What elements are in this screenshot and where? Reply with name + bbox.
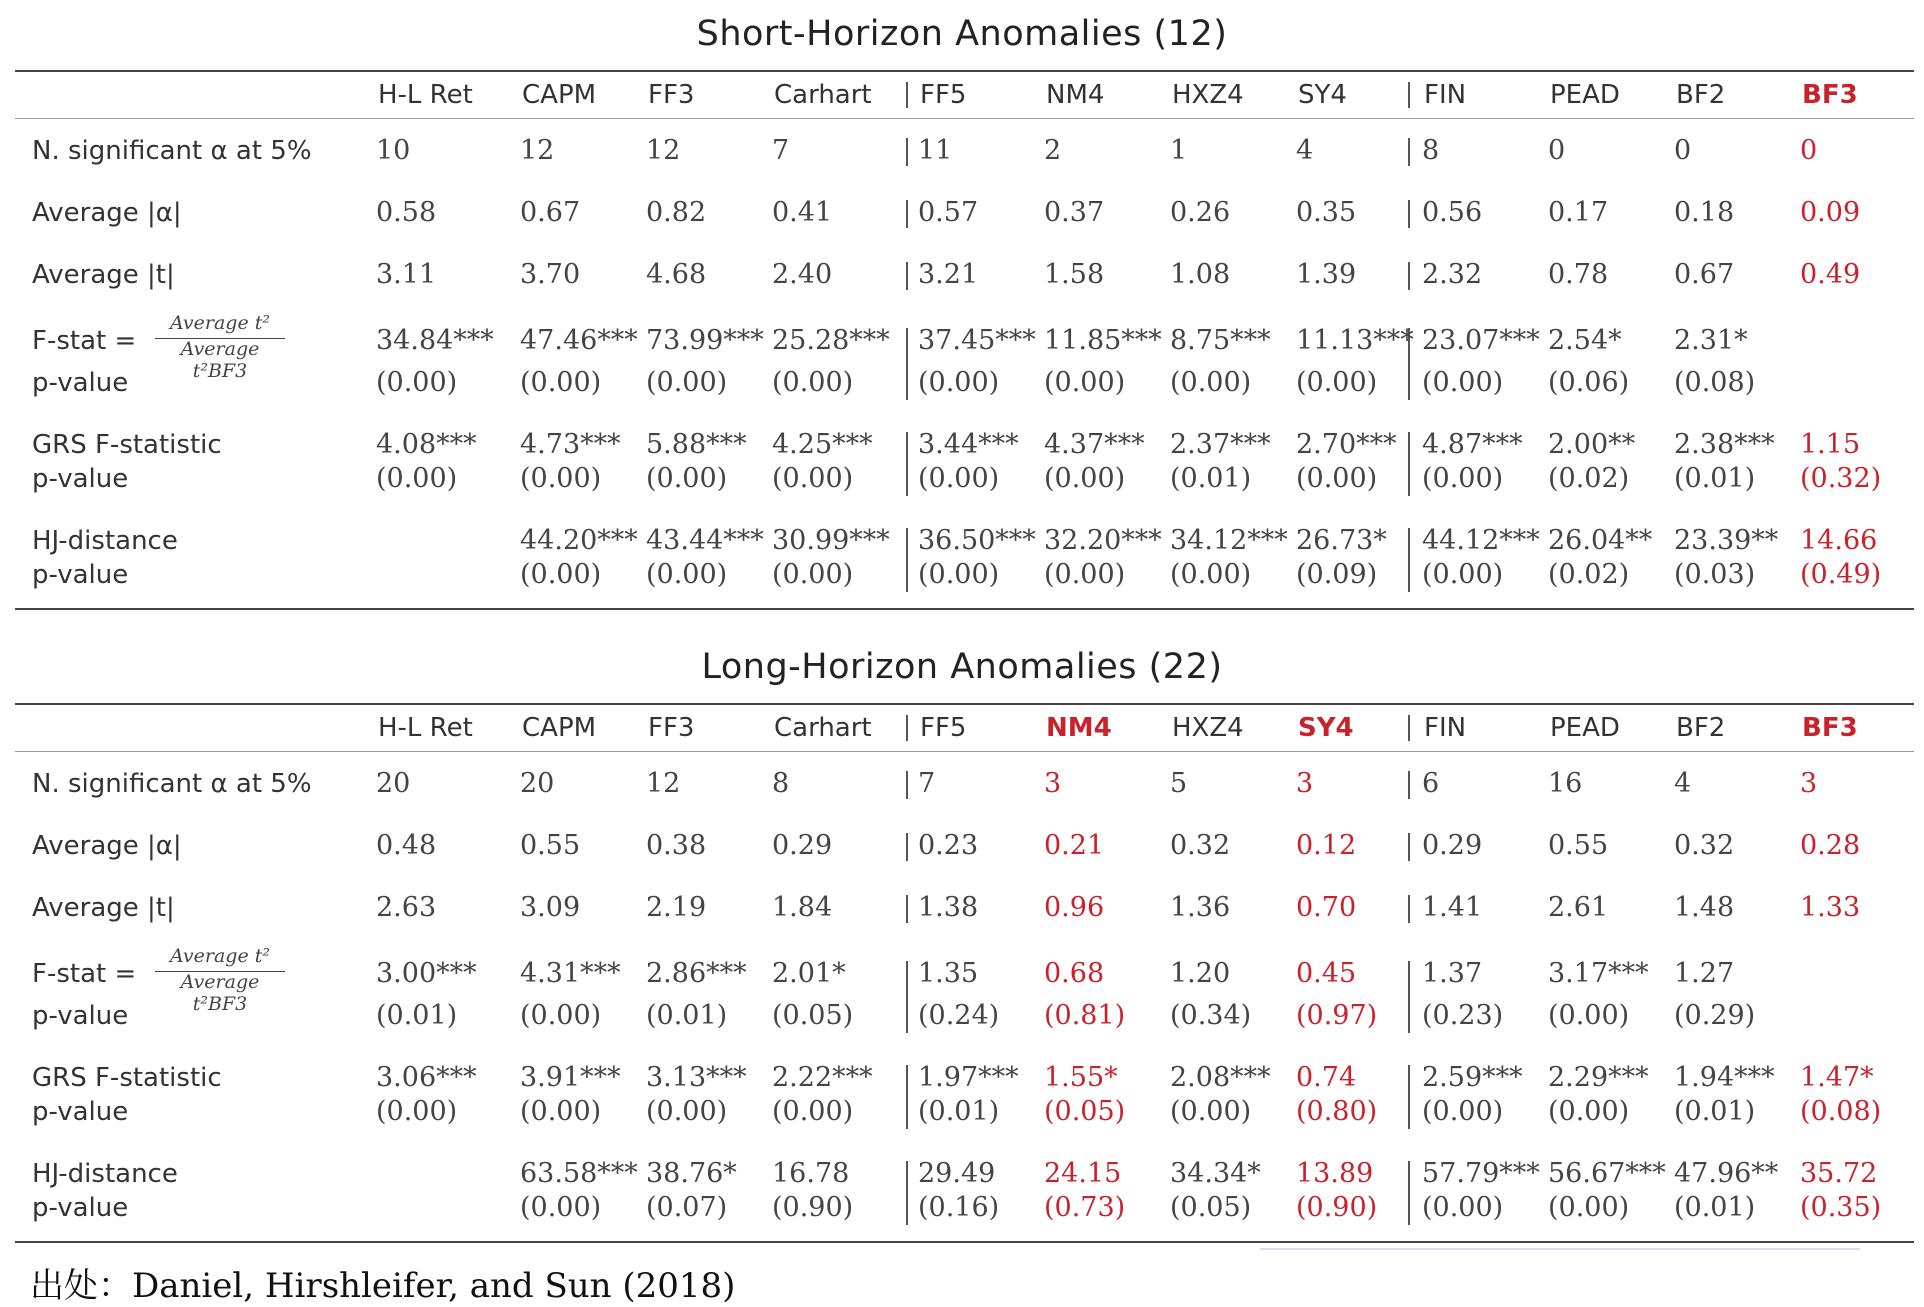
table-cell: 26.73* — [1296, 525, 1387, 556]
column-header: CAPM — [522, 80, 597, 110]
table-cell: 3.13*** — [646, 1062, 747, 1093]
table-cell-pvalue: (0.03) — [1674, 559, 1756, 590]
table-cell: 2.29*** — [1548, 1062, 1649, 1093]
table-cell-pvalue: (0.00) — [646, 367, 728, 398]
row-sublabel: p-value — [32, 464, 129, 494]
table-cell: 5 — [1170, 768, 1188, 799]
table-cell: 1.35 — [918, 958, 979, 989]
column-header: BF3 — [1802, 713, 1858, 743]
bottom-rule — [15, 1241, 1914, 1243]
column-group-separator — [906, 528, 908, 592]
table-cell-pvalue: (0.00) — [918, 367, 1000, 398]
table-cell-pvalue: (0.00) — [1044, 367, 1126, 398]
table-cell: 12 — [520, 135, 555, 166]
table-cell: 0.74 — [1296, 1062, 1357, 1093]
table-cell: 3.44*** — [918, 429, 1019, 460]
column-group-separator — [906, 138, 908, 166]
row-label: Average |t| — [32, 893, 175, 923]
column-header: NM4 — [1046, 713, 1112, 743]
row-label: F-stat = — [32, 959, 137, 989]
table-cell-pvalue: (0.01) — [376, 1000, 458, 1031]
table-cell: 1.58 — [1044, 259, 1105, 290]
table-cell: 0.41 — [772, 197, 833, 228]
table-cell-pvalue: (0.01) — [1674, 463, 1756, 494]
column-group-separator — [906, 833, 908, 861]
table-cell: 0.26 — [1170, 197, 1231, 228]
table-cell: 16.78 — [772, 1158, 850, 1189]
table-cell: 0.55 — [1548, 830, 1609, 861]
table-cell: 47.96** — [1674, 1158, 1779, 1189]
column-header: FF3 — [648, 80, 695, 110]
table-cell: 0.09 — [1800, 197, 1861, 228]
table-cell: 1.20 — [1170, 958, 1231, 989]
table-cell: 2.70*** — [1296, 429, 1397, 460]
table-cell-pvalue: (0.29) — [1674, 1000, 1756, 1031]
column-group-separator — [1408, 1065, 1410, 1129]
table-cell: 8 — [1422, 135, 1440, 166]
table-cell-pvalue: (0.00) — [1422, 559, 1504, 590]
column-group-separator — [1408, 1161, 1410, 1225]
table-cell: 0.68 — [1044, 958, 1105, 989]
table-cell: 2.37*** — [1170, 429, 1271, 460]
table-cell: 0.58 — [376, 197, 437, 228]
table-cell: 47.46*** — [520, 325, 638, 356]
column-group-separator — [1408, 715, 1410, 741]
table-cell: 2.19 — [646, 892, 707, 923]
table-cell-pvalue: (0.24) — [918, 1000, 1000, 1031]
table-cell-pvalue: (0.00) — [1170, 367, 1252, 398]
table-cell: 44.12*** — [1422, 525, 1540, 556]
table-cell: 0 — [1800, 135, 1818, 166]
fraction-denominator: Average t²BF3 — [180, 971, 260, 1015]
table-cell: 3 — [1296, 768, 1314, 799]
table-cell: 2.38*** — [1674, 429, 1775, 460]
row-label: Average |t| — [32, 260, 175, 290]
table-cell: 2.00** — [1548, 429, 1636, 460]
table-cell-pvalue: (0.00) — [772, 463, 854, 494]
column-group-separator — [906, 895, 908, 923]
table-cell-pvalue: (0.00) — [1170, 1096, 1252, 1127]
table-cell: 36.50*** — [918, 525, 1036, 556]
table-cell-pvalue: (0.00) — [1422, 1096, 1504, 1127]
row-sublabel: p-value — [32, 1097, 129, 1127]
column-group-separator — [906, 715, 908, 741]
table-cell: 0.18 — [1674, 197, 1735, 228]
table-cell: 1.47* — [1800, 1062, 1874, 1093]
row-sublabel: p-value — [32, 560, 129, 590]
table-cell-pvalue: (0.00) — [376, 463, 458, 494]
column-header: FIN — [1424, 713, 1467, 743]
table-cell-pvalue: (0.90) — [1296, 1192, 1378, 1223]
table-cell: 32.20*** — [1044, 525, 1162, 556]
table-cell: 0.78 — [1548, 259, 1609, 290]
table-cell: 0 — [1548, 135, 1566, 166]
column-group-separator — [906, 1161, 908, 1225]
table-cell: 0.67 — [520, 197, 581, 228]
column-group-separator — [1408, 82, 1410, 108]
table-cell: 3 — [1800, 768, 1818, 799]
table-cell: 6 — [1422, 768, 1440, 799]
table-cell: 2.59*** — [1422, 1062, 1523, 1093]
table-cell: 11 — [918, 135, 953, 166]
table-cell: 3.11 — [376, 259, 437, 290]
table-cell: 1.37 — [1422, 958, 1483, 989]
table-cell: 37.45*** — [918, 325, 1036, 356]
table-cell: 1.27 — [1674, 958, 1735, 989]
column-group-separator — [906, 262, 908, 290]
table-cell: 73.99*** — [646, 325, 764, 356]
table-cell-pvalue: (0.00) — [646, 1096, 728, 1127]
table-cell: 0.35 — [1296, 197, 1357, 228]
table-cell: 20 — [376, 768, 411, 799]
row-label: Average |α| — [32, 198, 182, 228]
table-cell: 26.04** — [1548, 525, 1653, 556]
column-group-separator — [1408, 771, 1410, 799]
table-cell: 0.57 — [918, 197, 979, 228]
table-cell: 1.33 — [1800, 892, 1861, 923]
column-header: H-L Ret — [378, 713, 473, 743]
table-cell: 20 — [520, 768, 555, 799]
table-cell: 8 — [772, 768, 790, 799]
table-cell: 35.72 — [1800, 1158, 1878, 1189]
table-cell: 1.84 — [772, 892, 833, 923]
table-cell: 2.31* — [1674, 325, 1748, 356]
column-group-separator — [1408, 262, 1410, 290]
table-cell: 7 — [918, 768, 936, 799]
table-cell: 38.76* — [646, 1158, 737, 1189]
table-cell: 2.63 — [376, 892, 437, 923]
table-cell-pvalue: (0.34) — [1170, 1000, 1252, 1031]
table-cell: 0.38 — [646, 830, 707, 861]
column-header: CAPM — [522, 713, 597, 743]
table-cell: 0.12 — [1296, 830, 1357, 861]
table-cell: 0.21 — [1044, 830, 1105, 861]
column-header: BF3 — [1802, 80, 1858, 110]
column-group-separator — [1408, 895, 1410, 923]
table-cell-pvalue: (0.00) — [772, 1096, 854, 1127]
table-cell-pvalue: (0.00) — [1296, 463, 1378, 494]
table-cell: 0.55 — [520, 830, 581, 861]
row-label: N. significant α at 5% — [32, 769, 312, 799]
table-cell: 2.08*** — [1170, 1062, 1271, 1093]
column-group-separator — [906, 200, 908, 228]
table-cell: 34.34* — [1170, 1158, 1261, 1189]
table-cell: 3.00*** — [376, 958, 477, 989]
table-cell: 63.58*** — [520, 1158, 638, 1189]
table-cell-pvalue: (0.80) — [1296, 1096, 1378, 1127]
table-cell: 0.96 — [1044, 892, 1105, 923]
table-cell-pvalue: (0.01) — [1170, 463, 1252, 494]
table-cell: 0.32 — [1170, 830, 1231, 861]
column-header: H-L Ret — [378, 80, 473, 110]
column-group-separator — [906, 432, 908, 496]
table-cell: 0.32 — [1674, 830, 1735, 861]
table-cell-pvalue: (0.00) — [376, 367, 458, 398]
table-cell-pvalue: (0.00) — [1422, 1192, 1504, 1223]
table-cell-pvalue: (0.00) — [1422, 367, 1504, 398]
fraction-denominator: Average t²BF3 — [180, 338, 260, 382]
table-cell-pvalue: (0.35) — [1800, 1192, 1882, 1223]
table-cell-pvalue: (0.00) — [1296, 367, 1378, 398]
column-header: Carhart — [774, 80, 872, 110]
table-cell-pvalue: (0.97) — [1296, 1000, 1378, 1031]
table-cell: 4.25*** — [772, 429, 873, 460]
source-citation: 出处：Daniel, Hirshleifer, and Sun (2018) — [30, 1266, 736, 1306]
table-cell: 1 — [1170, 135, 1188, 166]
column-header: NM4 — [1046, 80, 1105, 110]
column-header: FF5 — [920, 713, 967, 743]
table-cell: 12 — [646, 768, 681, 799]
table-cell-pvalue: (0.81) — [1044, 1000, 1126, 1031]
column-header: SY4 — [1298, 713, 1354, 743]
table-cell-pvalue: (0.00) — [772, 559, 854, 590]
column-header: BF2 — [1676, 80, 1726, 110]
column-group-separator — [1408, 200, 1410, 228]
column-header: PEAD — [1550, 713, 1620, 743]
table-cell: 43.44*** — [646, 525, 764, 556]
column-group-separator — [906, 328, 908, 400]
header-rule — [15, 751, 1914, 752]
table-cell: 0.28 — [1800, 830, 1861, 861]
table-cell-pvalue: (0.01) — [1674, 1192, 1756, 1223]
table-cell-pvalue: (0.01) — [646, 1000, 728, 1031]
table-cell-pvalue: (0.00) — [646, 559, 728, 590]
row-label: HJ-distance — [32, 526, 178, 556]
table-cell: 29.49 — [918, 1158, 996, 1189]
table-cell: 3.17*** — [1548, 958, 1649, 989]
table-cell: 11.85*** — [1044, 325, 1162, 356]
table-cell: 1.55* — [1044, 1062, 1118, 1093]
table-cell-pvalue: (0.00) — [1548, 1096, 1630, 1127]
table-cell: 13.89 — [1296, 1158, 1374, 1189]
column-header: FF3 — [648, 713, 695, 743]
panel-title: Long-Horizon Anomalies (22) — [701, 647, 1223, 687]
table-cell-pvalue: (0.49) — [1800, 559, 1882, 590]
table-cell: 4.37*** — [1044, 429, 1145, 460]
table-cell-pvalue: (0.09) — [1296, 559, 1378, 590]
table-cell: 1.36 — [1170, 892, 1231, 923]
table-cell-pvalue: (0.00) — [520, 559, 602, 590]
table-cell-pvalue: (0.01) — [1674, 1096, 1756, 1127]
table-cell: 12 — [646, 135, 681, 166]
table-cell-pvalue: (0.05) — [1044, 1096, 1126, 1127]
table-cell-pvalue: (0.05) — [1170, 1192, 1252, 1223]
row-sublabel: p-value — [32, 368, 129, 398]
row-label: GRS F-statistic — [32, 430, 222, 460]
table-cell: 1.41 — [1422, 892, 1483, 923]
column-header: HXZ4 — [1172, 713, 1244, 743]
table-cell: 0.23 — [918, 830, 979, 861]
table-cell: 2 — [1044, 135, 1062, 166]
table-cell-pvalue: (0.90) — [772, 1192, 854, 1223]
table-cell: 34.84*** — [376, 325, 494, 356]
table-cell-pvalue: (0.16) — [918, 1192, 1000, 1223]
table-cell: 0.48 — [376, 830, 437, 861]
table-cell: 1.39 — [1296, 259, 1357, 290]
table-cell: 7 — [772, 135, 790, 166]
table-cell-pvalue: (0.00) — [1548, 1000, 1630, 1031]
table-cell-pvalue: (0.02) — [1548, 463, 1630, 494]
row-sublabel: p-value — [32, 1193, 129, 1223]
table-cell: 0.56 — [1422, 197, 1483, 228]
table-cell: 4.68 — [646, 259, 707, 290]
table-cell-pvalue: (0.00) — [520, 1000, 602, 1031]
fraction-numerator: Average t² — [169, 945, 271, 967]
column-group-separator — [906, 961, 908, 1033]
table-cell: 2.86*** — [646, 958, 747, 989]
column-header: SY4 — [1298, 80, 1347, 110]
table-cell-pvalue: (0.00) — [1044, 463, 1126, 494]
column-group-separator — [906, 771, 908, 799]
table-cell: 0.29 — [772, 830, 833, 861]
top-rule — [15, 703, 1914, 705]
faint-artifact-line — [1260, 1248, 1860, 1250]
fraction-numerator: Average t² — [169, 312, 271, 334]
table-cell: 1.94*** — [1674, 1062, 1775, 1093]
table-cell: 1.97*** — [918, 1062, 1019, 1093]
table-cell: 1.08 — [1170, 259, 1231, 290]
table-cell: 0.49 — [1800, 259, 1861, 290]
table-cell: 0.82 — [646, 197, 707, 228]
table-cell-pvalue: (0.08) — [1800, 1096, 1882, 1127]
column-header: HXZ4 — [1172, 80, 1244, 110]
table-cell: 4.08*** — [376, 429, 477, 460]
table-cell: 23.07*** — [1422, 325, 1540, 356]
table-cell-pvalue: (0.01) — [918, 1096, 1000, 1127]
table-cell-pvalue: (0.00) — [772, 367, 854, 398]
table-cell: 2.32 — [1422, 259, 1483, 290]
column-group-separator — [906, 82, 908, 108]
column-group-separator — [1408, 432, 1410, 496]
row-label: HJ-distance — [32, 1159, 178, 1189]
table-cell: 3.91*** — [520, 1062, 621, 1093]
table-cell: 4.31*** — [520, 958, 621, 989]
column-header: PEAD — [1550, 80, 1620, 110]
table-cell-pvalue: (0.23) — [1422, 1000, 1504, 1031]
table-cell: 56.67*** — [1548, 1158, 1666, 1189]
row-label: N. significant α at 5% — [32, 136, 312, 166]
column-header: Carhart — [774, 713, 872, 743]
table-cell: 3.06*** — [376, 1062, 477, 1093]
table-cell: 16 — [1548, 768, 1583, 799]
table-cell: 0.67 — [1674, 259, 1735, 290]
table-cell-pvalue: (0.00) — [1170, 559, 1252, 590]
panel-title: Short-Horizon Anomalies (12) — [696, 14, 1228, 54]
table-cell-pvalue: (0.00) — [520, 1096, 602, 1127]
table-cell: 30.99*** — [772, 525, 890, 556]
column-group-separator — [1408, 961, 1410, 1033]
column-group-separator — [1408, 138, 1410, 166]
table-cell: 23.39** — [1674, 525, 1779, 556]
table-cell: 4 — [1674, 768, 1692, 799]
table-cell: 11.13*** — [1296, 325, 1414, 356]
table-cell-pvalue: (0.73) — [1044, 1192, 1126, 1223]
column-header: FIN — [1424, 80, 1467, 110]
table-cell: 2.22*** — [772, 1062, 873, 1093]
top-rule — [15, 70, 1914, 72]
column-group-separator — [906, 1065, 908, 1129]
table-cell-pvalue: (0.00) — [520, 1192, 602, 1223]
table-cell-pvalue: (0.05) — [772, 1000, 854, 1031]
table-cell-pvalue: (0.00) — [1548, 1192, 1630, 1223]
table-cell: 1.38 — [918, 892, 979, 923]
table-cell: 10 — [376, 135, 411, 166]
table-cell: 3.21 — [918, 259, 979, 290]
table-cell-pvalue: (0.00) — [1422, 463, 1504, 494]
table-cell: 14.66 — [1800, 525, 1878, 556]
table-cell-pvalue: (0.32) — [1800, 463, 1882, 494]
table-cell: 4.73*** — [520, 429, 621, 460]
table-cell: 1.48 — [1674, 892, 1735, 923]
table-cell-pvalue: (0.00) — [918, 559, 1000, 590]
table-cell-pvalue: (0.00) — [376, 1096, 458, 1127]
table-cell: 0.45 — [1296, 958, 1357, 989]
table-cell-pvalue: (0.00) — [918, 463, 1000, 494]
header-rule — [15, 118, 1914, 119]
table-cell-pvalue: (0.06) — [1548, 367, 1630, 398]
table-cell-pvalue: (0.00) — [646, 463, 728, 494]
table-cell: 25.28*** — [772, 325, 890, 356]
table-cell: 0 — [1674, 135, 1692, 166]
table-cell: 2.54* — [1548, 325, 1622, 356]
bottom-rule — [15, 608, 1914, 610]
table-cell: 8.75*** — [1170, 325, 1271, 356]
table-cell: 34.12*** — [1170, 525, 1288, 556]
table-cell: 5.88*** — [646, 429, 747, 460]
table-cell: 3.70 — [520, 259, 581, 290]
row-sublabel: p-value — [32, 1001, 129, 1031]
table-cell: 0.17 — [1548, 197, 1609, 228]
table-cell: 3.09 — [520, 892, 581, 923]
table-cell: 0.37 — [1044, 197, 1105, 228]
table-cell: 4.87*** — [1422, 429, 1523, 460]
table-cell-pvalue: (0.00) — [520, 463, 602, 494]
column-header: FF5 — [920, 80, 967, 110]
table-cell: 0.29 — [1422, 830, 1483, 861]
row-label: F-stat = — [32, 326, 137, 356]
column-group-separator — [1408, 833, 1410, 861]
column-group-separator — [1408, 528, 1410, 592]
table-cell-pvalue: (0.00) — [1044, 559, 1126, 590]
table-cell: 3 — [1044, 768, 1062, 799]
table-cell: 2.61 — [1548, 892, 1609, 923]
row-label: Average |α| — [32, 831, 182, 861]
table-cell-pvalue: (0.00) — [520, 367, 602, 398]
table-cell: 44.20*** — [520, 525, 638, 556]
table-cell: 0.70 — [1296, 892, 1357, 923]
table-cell: 57.79*** — [1422, 1158, 1540, 1189]
table-cell: 2.40 — [772, 259, 833, 290]
table-cell: 24.15 — [1044, 1158, 1122, 1189]
table-cell-pvalue: (0.07) — [646, 1192, 728, 1223]
table-cell: 2.01* — [772, 958, 846, 989]
table-cell: 1.15 — [1800, 429, 1861, 460]
table-cell-pvalue: (0.08) — [1674, 367, 1756, 398]
table-cell-pvalue: (0.02) — [1548, 559, 1630, 590]
column-header: BF2 — [1676, 713, 1726, 743]
row-label: GRS F-statistic — [32, 1063, 222, 1093]
table-cell: 4 — [1296, 135, 1314, 166]
